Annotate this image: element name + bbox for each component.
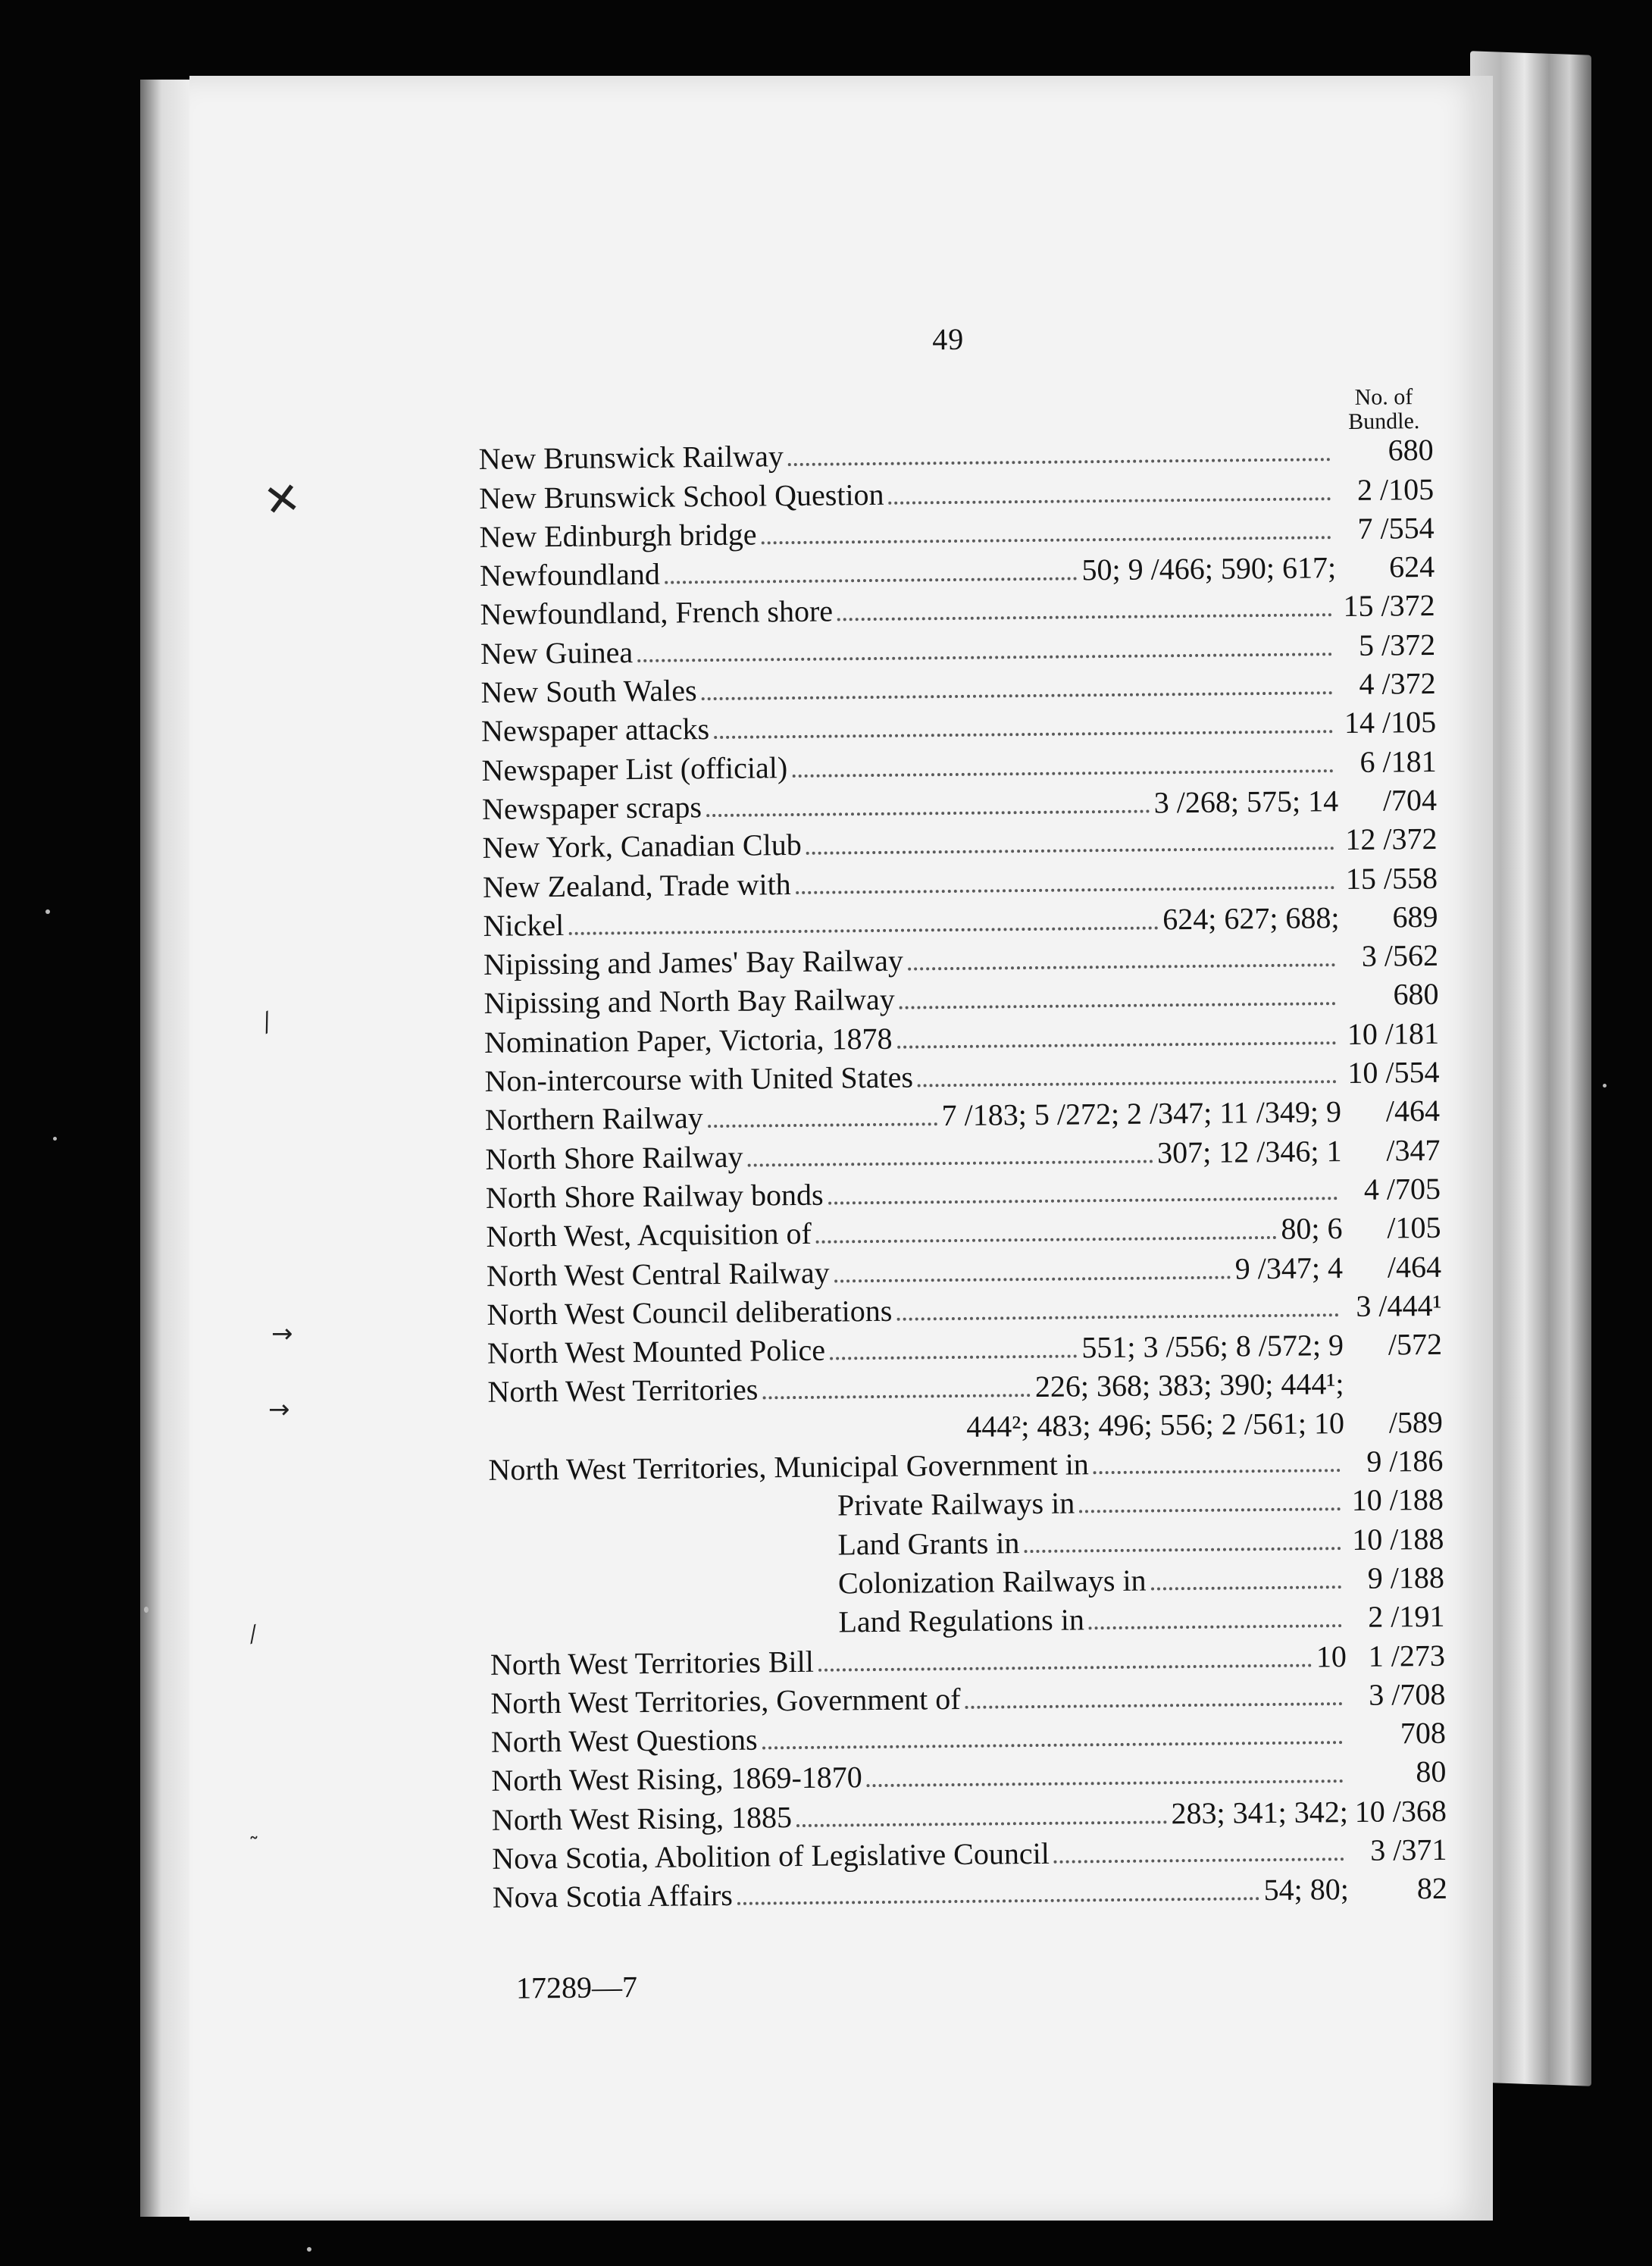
entry-bundle-number: 689 bbox=[1392, 899, 1438, 934]
entry-bundle-number: /704 bbox=[1382, 782, 1438, 818]
entry-bundle-number: /347 bbox=[1386, 1132, 1441, 1168]
entry-references: 80; 6 bbox=[1281, 1211, 1343, 1247]
tick-mark: ⁄ bbox=[258, 1009, 277, 1038]
page-gutter bbox=[140, 80, 193, 2217]
entry-bundle-number: /464 bbox=[1387, 1249, 1442, 1285]
entry-name: Newspaper attacks bbox=[480, 712, 710, 749]
dot-leader bbox=[762, 1393, 1031, 1399]
dot-leader bbox=[665, 577, 1078, 584]
entry-bundle-number: 3 /371 bbox=[1370, 1832, 1447, 1867]
entry-bundle-number: 10 /188 bbox=[1352, 1521, 1444, 1557]
index-entries bbox=[478, 430, 1447, 1917]
entry-name: North West Mounted Police bbox=[487, 1332, 826, 1371]
tick-mark: ˷ bbox=[249, 1815, 259, 1840]
dot-leader bbox=[1094, 1468, 1341, 1474]
entry-bundle-number: 2 /191 bbox=[1368, 1599, 1445, 1634]
entry-bundle-number: 3 /562 bbox=[1361, 938, 1439, 973]
film-speck bbox=[1603, 1084, 1607, 1088]
entry-bundle-number: /105 bbox=[1387, 1210, 1441, 1245]
film-speck bbox=[45, 909, 50, 914]
dot-leader bbox=[1054, 1857, 1344, 1864]
entry-name: North West Territories Bill bbox=[490, 1644, 815, 1682]
entry-name: North West Rising, 1885 bbox=[491, 1799, 793, 1837]
entry-name: North West Central Railway bbox=[486, 1255, 830, 1293]
dot-leader bbox=[828, 1196, 1338, 1204]
dot-leader bbox=[708, 1122, 937, 1128]
dot-leader bbox=[762, 1740, 1343, 1749]
entry-references: 307; 12 /346; 1 bbox=[1156, 1133, 1342, 1170]
dot-leader bbox=[706, 809, 1150, 817]
dot-leader bbox=[762, 535, 1331, 544]
bundle-column-header bbox=[1334, 385, 1434, 434]
entry-name: North West Rising, 1869-1870 bbox=[491, 1760, 862, 1798]
entry-bundle-number: 2 /105 bbox=[1356, 471, 1435, 507]
entry-bundle-number: 4 /705 bbox=[1363, 1171, 1441, 1207]
entry-references: 3 /268; 575; 14 bbox=[1153, 784, 1339, 820]
entry-name: New York, Canadian Club bbox=[482, 828, 802, 865]
entry-references: 50; 9 /466; 590; 617; bbox=[1081, 550, 1337, 587]
entry-references: 283; 341; 342; bbox=[1171, 1794, 1349, 1830]
dot-leader bbox=[806, 846, 1334, 855]
entry-bundle-number: 9 /188 bbox=[1367, 1560, 1445, 1595]
entry-bundle-number: 15 /372 bbox=[1343, 588, 1435, 624]
cross-mark: ✕ bbox=[260, 471, 305, 528]
entry-bundle-number: 10 /554 bbox=[1347, 1054, 1440, 1091]
entry-name: New South Wales bbox=[480, 673, 697, 710]
bundle-header-line-1: No. of bbox=[1354, 384, 1413, 410]
entry-name: North Shore Railway bbox=[485, 1139, 743, 1176]
entry-bundle-number: 3 /708 bbox=[1369, 1676, 1446, 1712]
entry-references: 551; 3 /556; 8 /572; 9 bbox=[1081, 1328, 1344, 1365]
film-speck bbox=[53, 1137, 57, 1141]
dot-leader bbox=[714, 730, 1333, 740]
entry-name: Nomination Paper, Victoria, 1878 bbox=[483, 1021, 893, 1059]
entry-bundle-number: 80 bbox=[1416, 1754, 1447, 1789]
entry-references: 226; 368; 383; 390; 444¹; bbox=[1034, 1366, 1344, 1404]
entry-bundle-number: 9 /186 bbox=[1366, 1443, 1444, 1479]
bundle-header-line-2: Bundle. bbox=[1348, 408, 1420, 434]
entry-name: Land Grants in bbox=[837, 1525, 1020, 1562]
dot-leader bbox=[816, 1235, 1277, 1244]
entry-name: Newfoundland, French shore bbox=[480, 594, 834, 632]
entry-name: Nova Scotia, Abolition of Legislative Council bbox=[492, 1836, 1050, 1876]
entry-name: North West Territories, Municipal Government in bbox=[488, 1447, 1090, 1487]
film-speck bbox=[307, 2247, 311, 2252]
entry-bundle-number: 680 bbox=[1388, 433, 1434, 468]
dot-leader bbox=[796, 1820, 1167, 1827]
entry-name: North West Council deliberations bbox=[487, 1293, 893, 1332]
dot-leader bbox=[1079, 1507, 1341, 1513]
entry-name: Northern Railway bbox=[484, 1100, 703, 1138]
dot-leader bbox=[918, 1079, 1337, 1087]
entry-name: Private Railways in bbox=[837, 1485, 1075, 1523]
dot-leader bbox=[965, 1701, 1343, 1709]
entry-name: Nipissing and North Bay Railway bbox=[483, 982, 895, 1021]
entry-name: Newspaper List (official) bbox=[481, 750, 788, 787]
entry-name: Colonization Railways in bbox=[837, 1563, 1147, 1601]
entry-name: New Edinburgh bridge bbox=[479, 517, 757, 554]
arrow-mark: → bbox=[268, 1394, 290, 1425]
tick-mark: ⁄ bbox=[247, 1622, 260, 1648]
arrow-mark: → bbox=[271, 1319, 293, 1349]
entry-references: 10 bbox=[1316, 1638, 1347, 1673]
entry-bundle-number: 12 /372 bbox=[1345, 822, 1438, 857]
entry-bundle-number: 624 bbox=[1388, 549, 1435, 584]
entry-name: North West Questions bbox=[490, 1722, 758, 1760]
entry-bundle-number: /589 bbox=[1388, 1404, 1444, 1440]
entry-bundle-number: 10 /368 bbox=[1354, 1793, 1447, 1829]
dot-leader bbox=[1151, 1585, 1341, 1590]
dot-leader bbox=[637, 652, 1332, 662]
entry-bundle-number: 4 /372 bbox=[1359, 665, 1436, 701]
entry-bundle-number: 1 /273 bbox=[1368, 1638, 1446, 1673]
footer-code: 17289—7 bbox=[515, 1970, 638, 2005]
entry-name: New Brunswick Railway bbox=[478, 439, 784, 477]
dot-leader bbox=[867, 1779, 1344, 1788]
dot-leader bbox=[897, 1041, 1337, 1049]
entry-name: Nickel bbox=[483, 907, 565, 943]
entry-name: Nova Scotia Affairs bbox=[492, 1878, 734, 1915]
document-page bbox=[189, 76, 1493, 2221]
dot-leader bbox=[837, 613, 1332, 621]
dot-leader bbox=[900, 1002, 1336, 1010]
entry-references: 54; 80; bbox=[1263, 1872, 1350, 1908]
entry-bundle-number: /464 bbox=[1385, 1094, 1441, 1128]
entry-bundle-number: 708 bbox=[1400, 1715, 1447, 1751]
entry-name: North West Territories, Government of bbox=[490, 1681, 961, 1720]
entry-references: 624; 627; 688; bbox=[1162, 900, 1340, 937]
dot-leader bbox=[796, 885, 1334, 894]
dot-leader bbox=[889, 496, 1331, 505]
entry-name: North West Territories bbox=[487, 1372, 759, 1410]
index-text-area bbox=[477, 317, 1448, 2005]
entry-bundle-number: 7 /554 bbox=[1357, 510, 1435, 546]
dot-leader bbox=[818, 1663, 1312, 1671]
entry-bundle-number: 15 /558 bbox=[1345, 860, 1438, 896]
entry-name: North West, Acquisition of bbox=[486, 1216, 812, 1254]
entry-references: 9 /347; 4 bbox=[1234, 1250, 1344, 1285]
dot-leader bbox=[748, 1159, 1153, 1166]
entry-name: New Zealand, Trade with bbox=[482, 866, 791, 904]
entry-name: North Shore Railway bonds bbox=[485, 1177, 824, 1215]
dot-leader bbox=[737, 1896, 1259, 1905]
dot-leader bbox=[1024, 1546, 1341, 1553]
dot-leader bbox=[908, 962, 1335, 970]
entry-references: 7 /183; 5 /272; 2 /347; 11 /349; 9 bbox=[941, 1094, 1342, 1133]
dot-leader bbox=[830, 1354, 1077, 1360]
entry-bundle-number: 680 bbox=[1393, 977, 1439, 1012]
entry-bundle-number: 5 /372 bbox=[1358, 627, 1436, 662]
entry-bundle-number: 10 /188 bbox=[1351, 1482, 1444, 1518]
dot-leader bbox=[896, 1313, 1338, 1321]
entry-bundle-number: 10 /181 bbox=[1347, 1016, 1440, 1051]
entry-name: Newfoundland bbox=[479, 556, 661, 593]
dot-leader bbox=[1089, 1623, 1342, 1629]
entry-name: New Guinea bbox=[480, 634, 634, 671]
dot-leader bbox=[702, 690, 1333, 700]
entry-name: Nipissing and James' Bay Railway bbox=[483, 943, 904, 982]
entry-bundle-number: 14 /105 bbox=[1344, 705, 1437, 740]
film-speck bbox=[144, 1607, 149, 1613]
dot-leader bbox=[788, 457, 1331, 466]
entry-name: Newspaper scraps bbox=[481, 790, 702, 826]
entry-bundle-number: 3 /444¹ bbox=[1356, 1288, 1442, 1323]
entry-bundle-number: 6 /181 bbox=[1359, 743, 1437, 779]
entry-bundle-number: 82 bbox=[1416, 1871, 1448, 1906]
entry-bundle-number: /572 bbox=[1388, 1326, 1443, 1362]
page-number: 49 bbox=[931, 321, 965, 357]
dot-leader bbox=[834, 1275, 1231, 1282]
entry-name: Non-intercourse with United States bbox=[484, 1059, 914, 1098]
dot-leader bbox=[792, 768, 1333, 778]
entry-references: 444²; 483; 496; 556; 2 /561; 10 bbox=[966, 1405, 1345, 1444]
entry-name: New Brunswick School Question bbox=[478, 477, 884, 515]
dot-leader bbox=[568, 925, 1158, 934]
entry-name: Land Regulations in bbox=[838, 1602, 1085, 1639]
